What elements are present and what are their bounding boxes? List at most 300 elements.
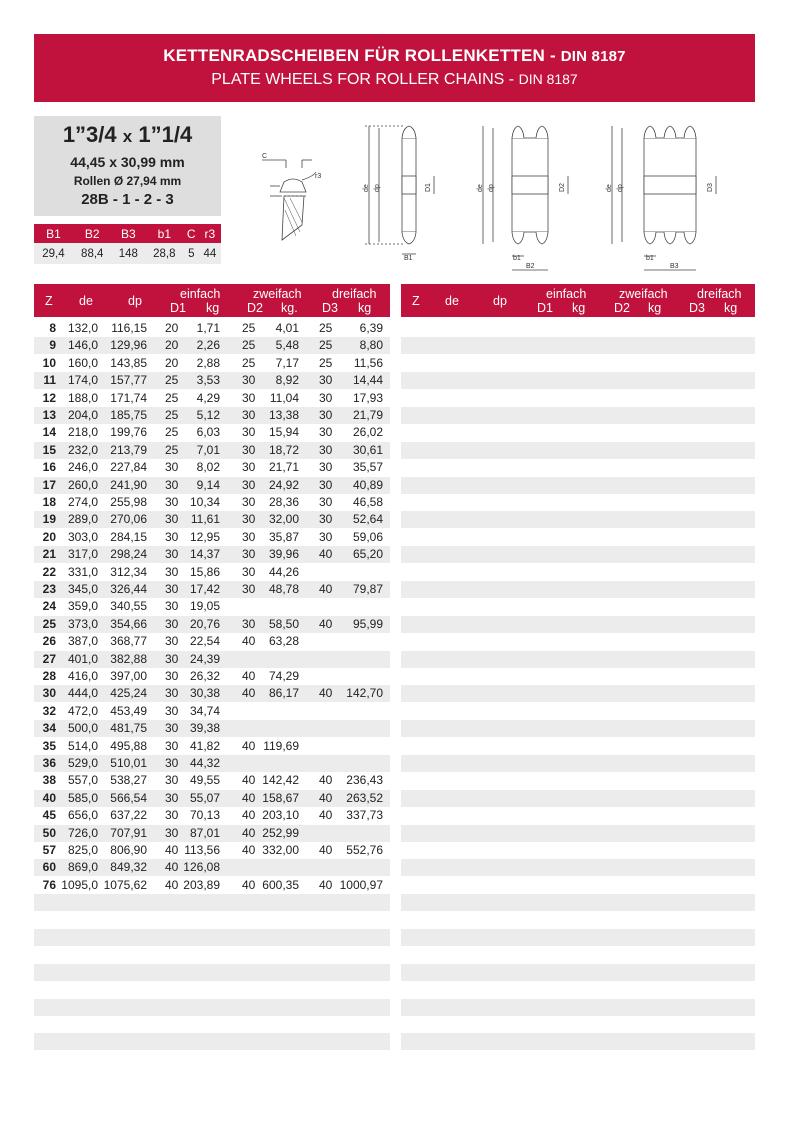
dim-value: 148 [112,243,145,264]
cell-kg1: 10,34 [189,495,220,509]
cell-kg2: 86,17 [268,686,299,700]
cell-d2: 40 [242,843,256,857]
table-row [401,442,755,459]
cell-kg1: 19,05 [189,599,220,613]
table-row [401,859,755,876]
col-d2: D2 [247,301,263,315]
cell-d2: 30 [242,478,256,492]
col-d1: D1 [170,301,186,315]
cell-d3: 30 [319,495,333,509]
label-d1: D1 [425,183,432,192]
label-b1-lower: b1 [646,255,654,262]
cell-dp: 284,15 [110,530,147,544]
cell-dp: 116,15 [111,321,147,335]
dim-value: 88,4 [73,243,112,264]
table-row [401,320,755,337]
table-row [34,355,390,372]
cell-d1: 30 [165,478,179,492]
cell-de: 1095,0 [61,878,98,892]
cell-kg3: 40,89 [352,478,383,492]
cell-z: 40 [42,791,56,805]
cell-d3: 30 [319,460,333,474]
table-row [401,668,755,685]
cell-dp: 1075,62 [103,878,147,892]
label-dp: dp [488,184,495,192]
cell-kg2: 44,26 [268,565,299,579]
cell-z: 15 [42,443,56,457]
cell-d1: 30 [165,686,179,700]
cell-z: 24 [42,599,56,613]
chain-size: 1”3/4 x 1”1/4 [62,122,193,147]
cell-kg2: 24,92 [268,478,299,492]
table-row [34,877,390,894]
cell-z: 28 [42,669,56,683]
cell-kg3: 142,70 [346,686,383,700]
cell-kg1: 4,29 [196,391,220,405]
cell-z: 8 [49,321,56,335]
cell-d2: 40 [242,634,256,648]
cell-de: 160,0 [67,356,98,370]
table-row [34,494,390,511]
col-dp: dp [493,294,507,308]
label-b2: B2 [526,263,535,270]
dimension-table [34,224,221,264]
cell-d2: 40 [242,826,256,840]
label-de: de [363,184,370,192]
cell-z: 10 [42,356,56,370]
cell-dp: 312,34 [110,565,147,579]
cell-d3: 30 [319,512,333,526]
cell-kg1: 6,03 [196,425,220,439]
table-row [34,999,390,1016]
cell-de: 359,0 [67,599,98,613]
cell-z: 38 [42,773,56,787]
table-row [34,981,390,998]
cell-d2: 40 [242,791,256,805]
cell-z: 25 [42,617,56,631]
cell-kg2: 39,96 [268,547,299,561]
cell-d2: 30 [242,408,256,422]
col-zweifach: zweifach [253,287,302,301]
cell-z: 57 [42,843,56,857]
col-einfach: einfach [180,287,221,301]
cell-dp: 213,79 [110,443,147,457]
label-de: de [477,184,484,192]
table-row [401,825,755,842]
cell-kg1: 2,88 [196,356,220,370]
cell-d3: 40 [319,843,333,857]
table-row [401,755,755,772]
cell-dp: 270,06 [110,512,147,526]
table-row [34,320,390,337]
title-german: KETTENRADSCHEIBEN FÜR ROLLENKETTEN - DIN 8187 [163,46,626,65]
cell-d2: 40 [242,878,256,892]
cell-kg2: 21,71 [268,460,299,474]
table-row [401,372,755,389]
cell-kg2: 74,29 [268,669,299,683]
cell-dp: 566,54 [110,791,147,805]
dim-header: b1 [145,224,184,243]
cell-d3: 40 [319,547,333,561]
table-row [34,685,390,702]
table-row [34,372,390,389]
cell-kg3: 35,57 [352,460,383,474]
table-row [401,790,755,807]
cell-de: 345,0 [67,582,98,596]
table-row [401,685,755,702]
table-row [34,633,390,650]
cell-dp: 481,75 [110,721,147,735]
cell-dp: 849,32 [110,860,147,874]
label-b1-upper: B1 [404,255,413,262]
cell-kg3: 79,87 [352,582,383,596]
cell-de: 331,0 [67,565,98,579]
cell-kg1: 39,38 [189,721,220,735]
cell-d1: 25 [165,443,179,457]
cell-kg1: 203,89 [183,878,220,892]
table-row [401,407,755,424]
cell-kg1: 34,74 [189,704,220,718]
table-row [34,894,390,911]
cell-z: 32 [42,704,56,718]
cell-d1: 20 [165,356,179,370]
table-row [34,598,390,615]
cell-de: 500,0 [67,721,98,735]
cell-d1: 30 [165,826,179,840]
cell-dp: 538,27 [110,773,147,787]
cell-de: 557,0 [67,773,98,787]
cell-kg3: 8,80 [359,338,383,352]
cell-de: 472,0 [67,704,98,718]
cell-kg2: 63,28 [268,634,299,648]
table-row [401,459,755,476]
cell-z: 35 [42,739,56,753]
cell-d1: 30 [165,704,179,718]
dim-value: 44 [199,243,221,264]
cell-de: 656,0 [67,808,98,822]
cell-dp: 382,88 [110,652,147,666]
table-row [401,772,755,789]
col-einfach: einfach [546,287,587,301]
table-row [401,337,755,354]
label-dp: dp [374,184,381,192]
dim-header: C [184,224,199,243]
technical-drawings [245,120,755,280]
cell-kg3: 17,93 [352,391,383,405]
label-b3: B3 [670,263,679,270]
cell-z: 21 [42,547,56,561]
col-de: de [79,294,93,308]
cell-d1: 25 [165,408,179,422]
cell-d3: 40 [319,791,333,805]
cell-d1: 30 [165,512,179,526]
table-row [34,546,390,563]
cell-de: 246,0 [67,460,98,474]
table-header-right [401,284,755,317]
table-row [34,581,390,598]
cell-z: 45 [42,808,56,822]
table-row [401,912,755,929]
simplex-wheel-drawing [363,126,434,262]
table-row [401,424,755,441]
cell-kg2: 158,67 [262,791,299,805]
cell-d2: 30 [242,373,256,387]
dim-value: 5 [184,243,199,264]
label-d2: D2 [559,183,566,192]
cell-d1: 30 [165,599,179,613]
table-row [401,511,755,528]
cell-dp: 326,44 [110,582,147,596]
cell-d1: 30 [165,530,179,544]
cell-kg1: 87,01 [189,826,220,840]
table-row [401,964,755,981]
table-row [34,529,390,546]
cell-d1: 30 [165,756,179,770]
cell-d1: 30 [165,652,179,666]
cell-kg1: 11,61 [190,512,220,526]
cell-dp: 453,49 [110,704,147,718]
cell-d1: 20 [165,321,179,335]
table-row [401,999,755,1016]
col-z: Z [412,294,420,308]
cell-z: 26 [42,634,56,648]
cell-kg3: 14,44 [352,373,383,387]
cell-dp: 510,01 [110,756,147,770]
cell-d3: 30 [319,408,333,422]
table-row [34,929,390,946]
table-row [401,1033,755,1050]
cell-dp: 255,98 [110,495,147,509]
cell-kg2: 11,04 [269,391,299,405]
cell-z: 19 [42,512,56,526]
cell-kg1: 8,02 [196,460,220,474]
cell-dp: 157,77 [110,373,147,387]
table-row [401,842,755,859]
cell-d3: 40 [319,773,333,787]
cell-z: 14 [42,425,56,439]
table-row [34,825,390,842]
table-row [401,529,755,546]
cell-d3: 30 [319,425,333,439]
cell-dp: 199,76 [110,425,147,439]
label-b1-lower: b1 [513,255,521,262]
cell-dp: 241,90 [110,478,147,492]
cell-d1: 30 [165,495,179,509]
table-row [34,424,390,441]
cell-d1: 40 [165,878,179,892]
cell-kg3: 11,56 [353,356,383,370]
cell-kg1: 9,14 [196,478,220,492]
cell-de: 218,0 [67,425,98,439]
cell-kg2: 58,50 [268,617,299,631]
cell-kg3: 236,43 [346,773,383,787]
cell-dp: 129,96 [110,338,147,352]
cell-kg1: 126,08 [183,860,220,874]
table-row [34,807,390,824]
col-kg3: kg [358,301,372,315]
table-row [34,842,390,859]
cell-d2: 40 [242,773,256,787]
cell-de: 529,0 [67,756,98,770]
table-row [34,477,390,494]
cell-d2: 40 [242,808,256,822]
cell-kg3: 95,99 [352,617,383,631]
cell-d3: 25 [319,321,333,335]
cell-z: 18 [42,495,56,509]
cell-d1: 25 [165,373,179,387]
cell-de: 303,0 [67,530,98,544]
cell-d2: 30 [242,495,256,509]
duplex-wheel-drawing [477,126,568,270]
cell-d2: 25 [242,338,256,352]
col-d3: D3 [322,301,338,315]
cell-de: 260,0 [67,478,98,492]
table-row [401,703,755,720]
cell-d1: 30 [165,547,179,561]
table-header-left [34,284,390,317]
table-row [34,964,390,981]
cell-kg2: 28,36 [268,495,299,509]
cell-z: 76 [42,878,56,892]
cell-kg2: 18,72 [268,443,299,457]
cell-kg3: 26,02 [352,425,383,439]
table-row [34,390,390,407]
cell-dp: 397,00 [110,669,147,683]
table-row [34,1033,390,1050]
chain-code: 28B - 1 - 2 - 3 [81,191,174,208]
cell-z: 13 [42,408,56,422]
col-de: de [445,294,459,308]
table-row [34,511,390,528]
cell-kg1: 30,38 [189,686,220,700]
cell-d3: 25 [319,338,333,352]
cell-dp: 171,74 [110,391,147,405]
cell-z: 12 [42,391,56,405]
cell-de: 174,0 [67,373,98,387]
table-row [34,564,390,581]
cell-kg1: 26,32 [189,669,220,683]
cell-d1: 30 [165,669,179,683]
cell-z: 34 [42,721,56,735]
cell-d1: 30 [165,617,179,631]
col-kg2: kg. [281,301,298,315]
table-row [401,355,755,372]
cell-d2: 40 [242,739,256,753]
cell-dp: 707,91 [110,826,147,840]
cell-d1: 30 [165,773,179,787]
cell-d2: 30 [242,391,256,405]
cell-kg1: 7,01 [196,443,220,457]
cell-kg1: 17,42 [189,582,220,596]
table-row [34,651,390,668]
cell-kg1: 5,12 [196,408,220,422]
cell-dp: 425,24 [110,686,147,700]
label-d3: D3 [707,183,714,192]
cell-d2: 25 [242,321,256,335]
cell-kg1: 70,13 [189,808,220,822]
chain-spec-box [34,116,221,216]
cell-d2: 30 [242,443,256,457]
cell-d2: 30 [242,582,256,596]
tooth-profile-drawing [262,153,321,240]
cell-kg2: 15,94 [268,425,299,439]
cell-d1: 30 [165,791,179,805]
cell-d3: 40 [319,808,333,822]
cell-d1: 25 [165,391,179,405]
table-row [34,790,390,807]
dim-header: B1 [34,224,73,243]
cell-kg3: 1000,97 [339,878,383,892]
table-row [401,564,755,581]
cell-de: 132,0 [67,321,98,335]
cell-kg3: 52,64 [352,512,383,526]
table-row [401,946,755,963]
table-row [401,546,755,563]
cell-d2: 30 [242,512,256,526]
cell-kg2: 252,99 [262,826,299,840]
cell-kg1: 20,76 [189,617,220,631]
cell-de: 869,0 [67,860,98,874]
table-row [34,859,390,876]
col-d1: D1 [537,301,553,315]
cell-kg2: 332,00 [262,843,299,857]
label-de: de [606,184,613,192]
cell-kg3: 6,39 [359,321,383,335]
table-row [34,772,390,789]
cell-de: 387,0 [67,634,98,648]
cell-z: 11 [43,373,56,387]
cell-z: 23 [42,582,56,596]
triplex-wheel-drawing [606,126,716,270]
table-row [34,1016,390,1033]
cell-d1: 30 [165,721,179,735]
cell-kg1: 3,53 [196,373,220,387]
cell-kg1: 44,32 [189,756,220,770]
cell-kg3: 552,76 [346,843,383,857]
col-dreifach: dreifach [697,287,742,301]
table-row [401,494,755,511]
cell-kg2: 7,17 [275,356,299,370]
cell-kg1: 41,82 [189,739,220,753]
cell-dp: 340,55 [110,599,147,613]
cell-de: 204,0 [67,408,98,422]
col-d2: D2 [614,301,630,315]
cell-d2: 30 [242,547,256,561]
table-row [34,946,390,963]
col-kg1: kg [206,301,220,315]
cell-z: 9 [49,338,56,352]
cell-kg3: 59,06 [352,530,383,544]
table-row [34,407,390,424]
cell-d1: 30 [165,582,179,596]
title-english: PLATE WHEELS FOR ROLLER CHAINS - DIN 8187 [211,71,578,88]
cell-d1: 30 [165,634,179,648]
cell-d3: 30 [319,478,333,492]
label-dp: dp [617,184,624,192]
col-dp: dp [128,294,142,308]
cell-d3: 25 [319,356,333,370]
cell-z: 20 [42,530,56,544]
cell-kg1: 49,55 [189,773,220,787]
table-row [401,477,755,494]
cell-kg3: 337,73 [346,808,383,822]
cell-kg1: 1,71 [196,321,220,335]
cell-de: 188,0 [67,391,98,405]
cell-d1: 30 [165,739,179,753]
cell-z: 17 [42,478,56,492]
dim-value: 28,8 [145,243,184,264]
cell-d3: 30 [319,391,333,405]
